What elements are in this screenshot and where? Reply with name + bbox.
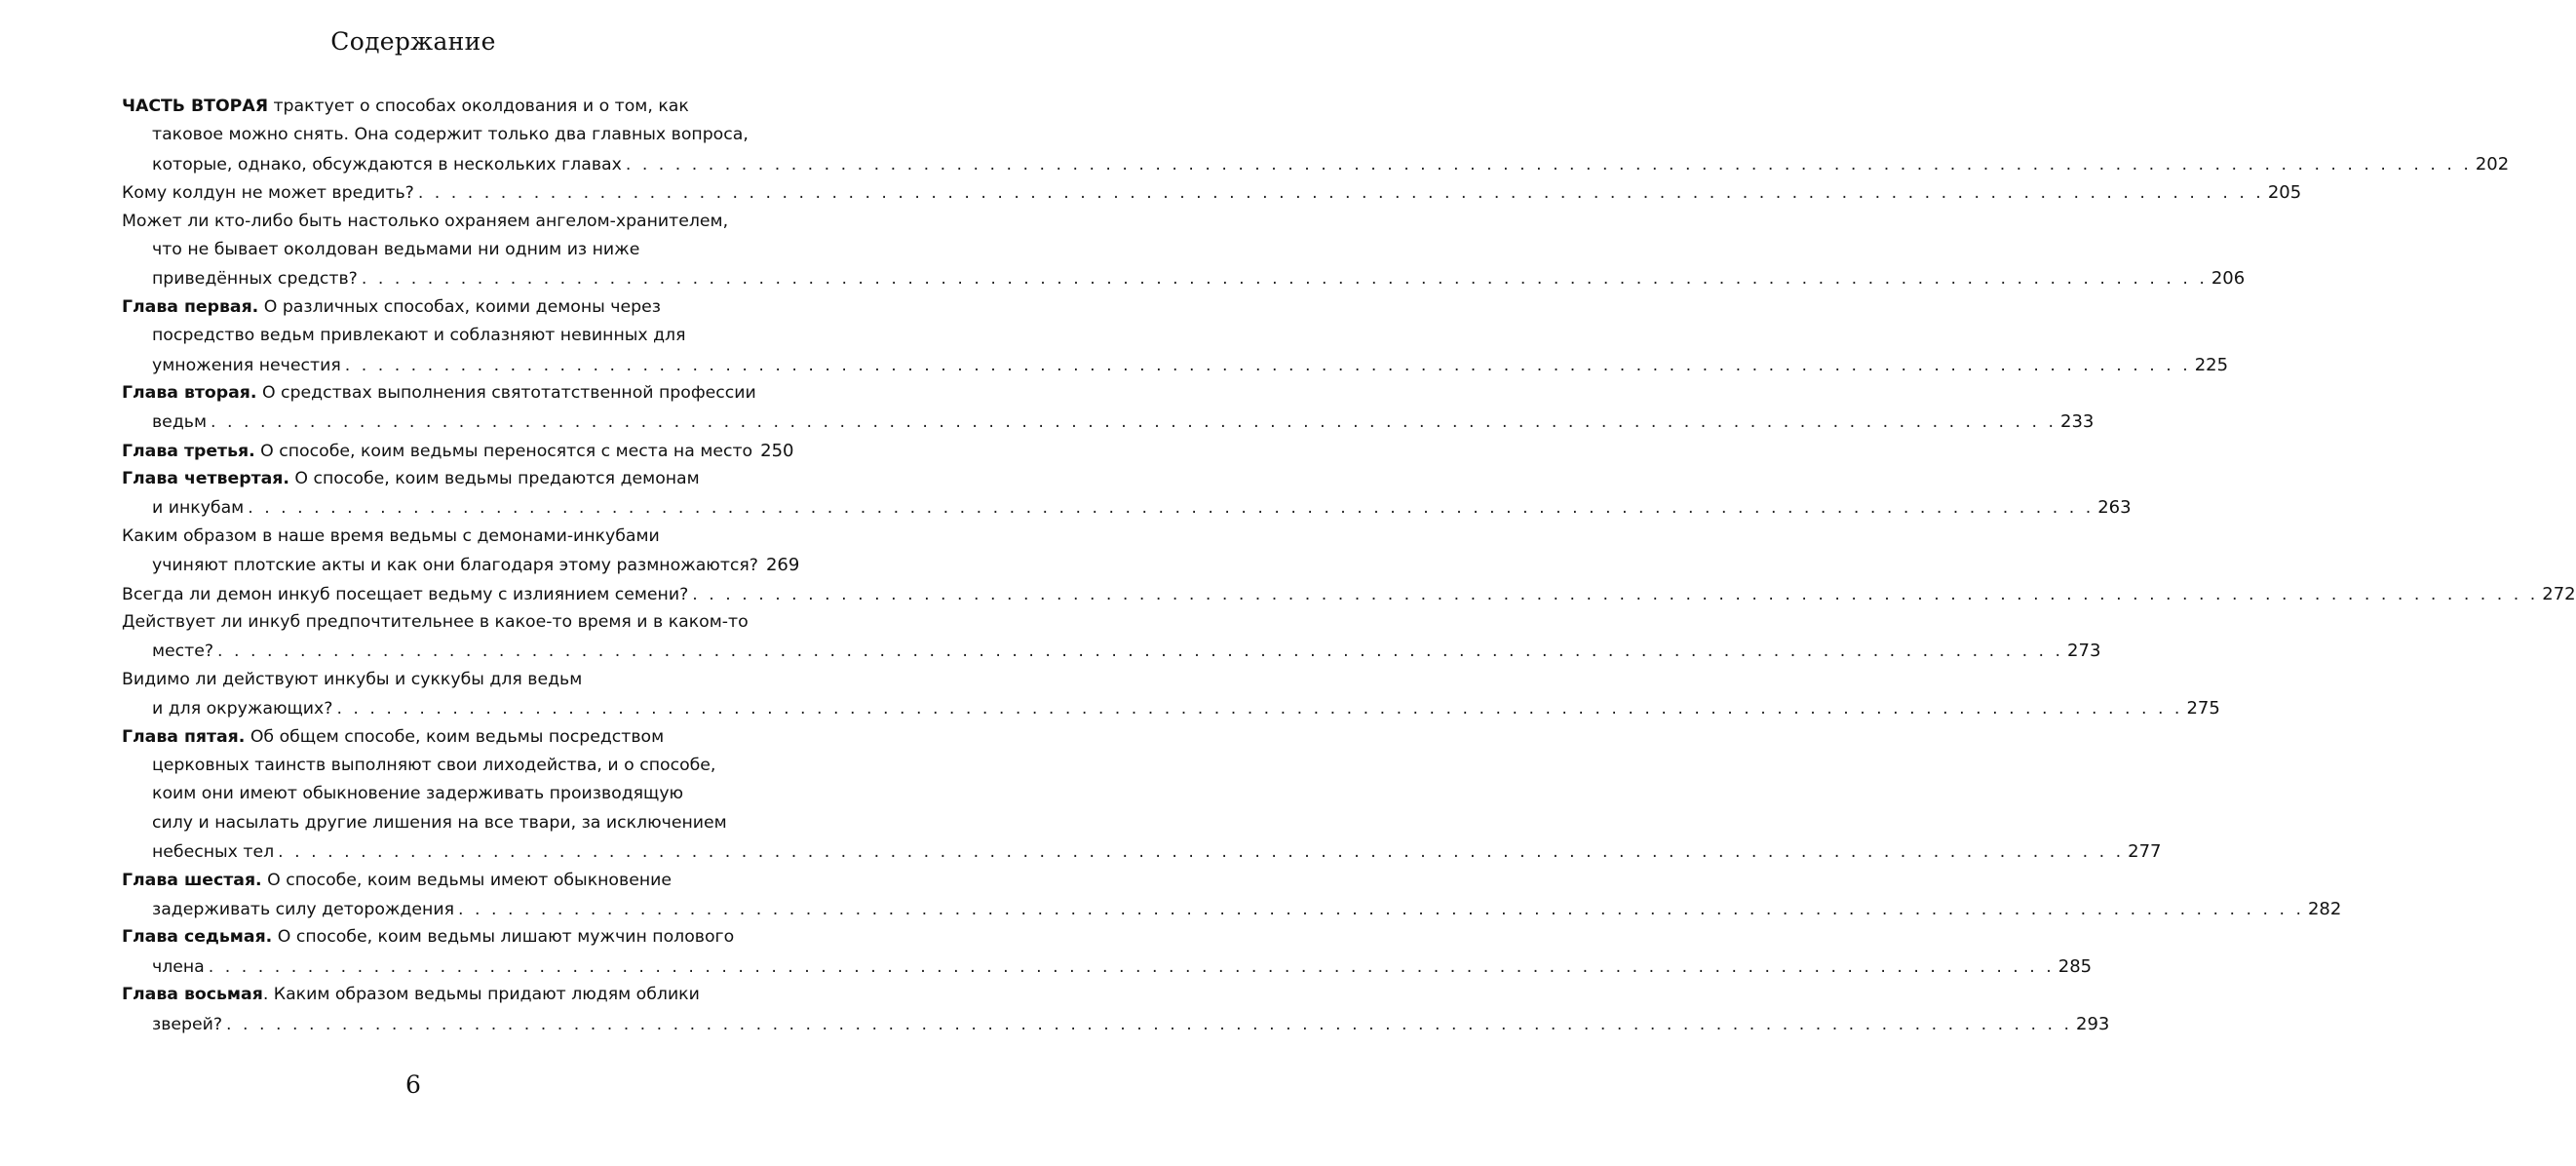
- entry-text: приведённых средств?: [152, 269, 358, 290]
- dot-leader: [626, 151, 2472, 179]
- page-ref: 250: [760, 440, 794, 461]
- dot-leader: [336, 695, 2182, 723]
- toc-entry-chapter-4: [122, 465, 2132, 523]
- page-ref: 205: [2267, 182, 2302, 204]
- entry-text: Может ли кто-либо быть настолько охраняем ангелом-хранителем,: [122, 211, 729, 231]
- toc-entry-chapter-1: [122, 293, 2229, 379]
- entry-text: . Каким образом ведьмы придают людям облики: [262, 985, 700, 1005]
- entry-text: посредство ведьм привлекают и соблазняют невинных для: [152, 326, 686, 346]
- entry-text: коим они имеют обыкновение задерживать производящую: [152, 784, 684, 804]
- entry-text: О способе, коим ведьмы лишают мужчин полового: [272, 927, 735, 948]
- entry-heading: Глава четвертая.: [122, 469, 289, 489]
- page-number: 6: [405, 1070, 421, 1099]
- entry-text: ведьм: [152, 412, 207, 433]
- entry-text: и для окружающих?: [152, 699, 333, 719]
- entry-text: О способе, коим ведьмы предаются демонам: [288, 469, 700, 489]
- page-ref: 282: [2307, 898, 2342, 919]
- toc-entry: [122, 608, 2101, 666]
- dot-leader: [278, 838, 2124, 867]
- toc-entry-chapter-2: [122, 379, 2095, 437]
- toc-entry-chapter-8: [122, 981, 2110, 1038]
- entry-heading: ЧАСТЬ ВТОРАЯ: [122, 97, 268, 116]
- entry-text: члена: [152, 956, 205, 977]
- dot-leader: [418, 179, 2264, 208]
- dot-leader: [345, 352, 2191, 380]
- entry-text: Каким образом в наше время ведьмы с демонами-инкубами: [122, 525, 660, 546]
- entry-text: О средствах выполнения святотатственной профессии: [256, 382, 756, 403]
- entry-text: Действует ли инкуб предпочтительнее в какое-то время и в каком-то: [122, 612, 749, 633]
- toc-entry-chapter-3: [122, 437, 794, 465]
- entry-text: Всегда ли демон инкуб посещает ведьму с излиянием семени?: [122, 584, 689, 604]
- entry-heading: Глава первая.: [122, 296, 259, 317]
- page-title: Содержание: [330, 27, 496, 56]
- entry-heading: Глава третья.: [122, 441, 255, 461]
- page-ref: 263: [2097, 497, 2132, 519]
- entry-text: трактует о способах околдования и о том, как: [268, 97, 689, 116]
- table-of-contents: [122, 93, 2576, 1038]
- toc-entry: [122, 523, 800, 580]
- page-ref: 293: [2076, 1013, 2110, 1034]
- toc-entry-chapter-6: [122, 867, 2342, 924]
- entry-text: зверей?: [152, 1014, 223, 1034]
- entry-text: умножения нечестия: [152, 355, 341, 375]
- entry-heading: Глава шестая.: [122, 870, 262, 890]
- entry-text: что не бывает околдован ведьмами ни одним из ниже: [152, 239, 640, 259]
- entry-text: месте?: [152, 641, 214, 662]
- entry-text: учиняют плотские акты и как они благодаря этому размножаются?: [152, 556, 758, 576]
- dot-leader: [362, 265, 2208, 293]
- entry-text: Кому колдун не может вредить?: [122, 183, 414, 204]
- toc-entry: [122, 178, 2302, 207]
- dot-leader: [211, 408, 2057, 437]
- entry-text: которые, однако, обсуждаются в нескольких главах: [152, 154, 622, 175]
- dot-leader: [458, 896, 2304, 924]
- entry-text: церковных таинств выполняют свои лиходейства, и о способе,: [152, 755, 716, 775]
- dot-leader: [248, 494, 2094, 523]
- entry-text: небесных тел: [152, 842, 275, 863]
- toc-entry: [122, 208, 2246, 293]
- page-ref: 233: [2060, 411, 2095, 433]
- entry-heading: Глава пятая.: [122, 726, 246, 747]
- entry-text: О различных способах, коими демоны через: [258, 296, 661, 317]
- page-ref: 275: [2186, 698, 2220, 719]
- entry-text: Об общем способе, коим ведьмы посредством: [245, 726, 665, 747]
- entry-text: таковое можно снять. Она содержит только два главных вопроса,: [152, 125, 749, 145]
- page-ref: 273: [2067, 641, 2101, 662]
- dot-leader: [209, 953, 2055, 982]
- toc-entry: [122, 580, 2576, 608]
- page-ref: 285: [2057, 955, 2093, 977]
- dot-leader: [692, 581, 2538, 609]
- entry-heading: Глава седьмая.: [122, 927, 273, 948]
- page-ref: 277: [2128, 841, 2162, 863]
- page-ref: 225: [2194, 354, 2229, 375]
- page-ref: 202: [2475, 153, 2510, 175]
- entry-text: О способе, коим ведьмы переносятся с места на место: [254, 441, 753, 461]
- page-ref: 206: [2211, 268, 2246, 290]
- entry-text: и инкубам: [152, 498, 245, 519]
- entry-heading: Глава вторая.: [122, 382, 257, 403]
- entry-heading: Глава восьмая: [122, 985, 263, 1005]
- toc-entry: [122, 666, 2220, 723]
- entry-text: Видимо ли действуют инкубы и суккубы для ведьм: [122, 669, 583, 689]
- toc-entry-chapter-7: [122, 923, 2093, 981]
- dot-leader: [217, 638, 2063, 666]
- entry-text: силу и насылать другие лишения на все твари, за исключением: [152, 812, 727, 833]
- page-ref: 272: [2542, 583, 2576, 604]
- entry-text: О способе, коим ведьмы имеют обыкновение: [261, 870, 672, 890]
- entry-text: задерживать силу деторождения: [152, 899, 454, 919]
- dot-leader: [226, 1011, 2072, 1039]
- page-ref: 269: [765, 555, 800, 576]
- toc-entry-part-two: [122, 93, 2510, 178]
- toc-entry-chapter-5: [122, 723, 2162, 867]
